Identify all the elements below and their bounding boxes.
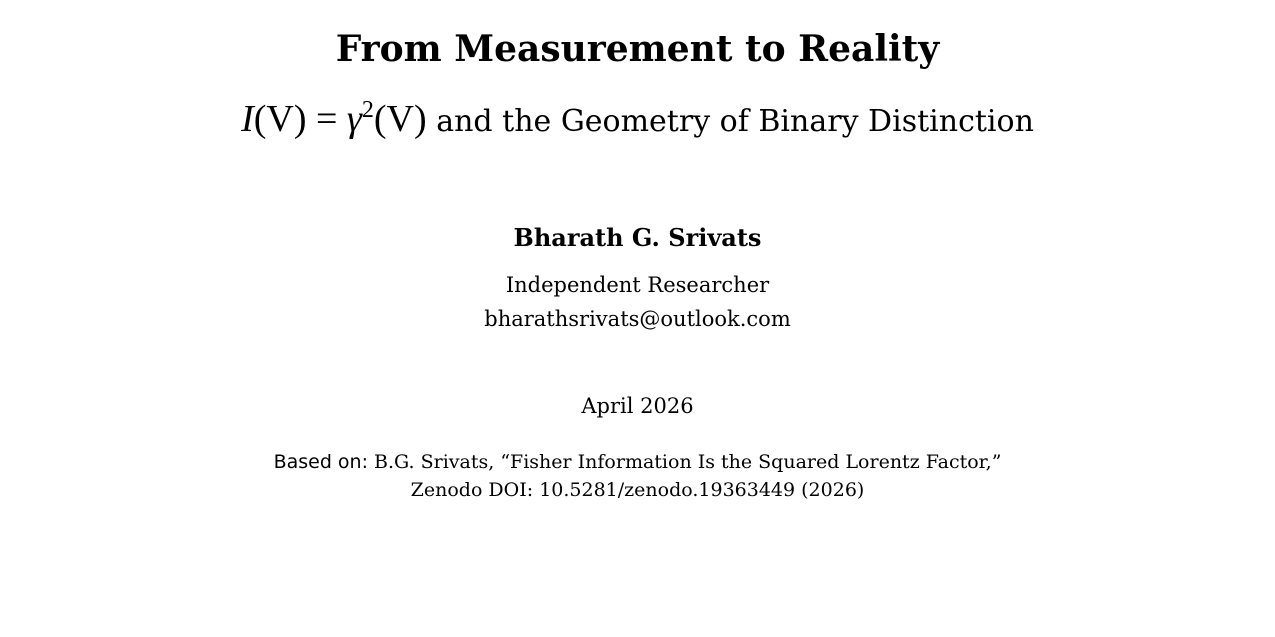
author-email: bharathsrivats@outlook.com bbox=[484, 307, 791, 331]
based-on-label: Based on: bbox=[273, 451, 368, 473]
paper-subtitle bbox=[0, 97, 1275, 144]
paper-date: April 2026 bbox=[581, 394, 694, 418]
based-on-line-1 bbox=[0, 449, 1275, 475]
author-name: Bharath G. Srivats bbox=[513, 223, 762, 252]
equation-rhs: γ bbox=[346, 98, 362, 140]
equation-rhs-exponent: 2 bbox=[361, 97, 374, 123]
equation-rhs-arg: (V) bbox=[373, 98, 427, 140]
based-on-citation-line-1: B.G. Srivats, “Fisher Information Is the Squared Lorentz Factor,” bbox=[368, 451, 1002, 473]
author-affiliation: Independent Researcher bbox=[505, 273, 770, 297]
equation-lhs: I bbox=[241, 98, 254, 140]
based-on-citation-line-2: Zenodo DOI: 10.5281/zenodo.19363449 (2026) bbox=[410, 479, 865, 501]
equation-equals: = bbox=[306, 98, 347, 140]
equation-lhs-arg: (V) bbox=[253, 98, 307, 140]
subtitle-equation bbox=[241, 98, 427, 140]
subtitle-text: and the Geometry of Binary Distinction bbox=[426, 104, 1034, 139]
paper-title: From Measurement to Reality bbox=[335, 28, 940, 70]
